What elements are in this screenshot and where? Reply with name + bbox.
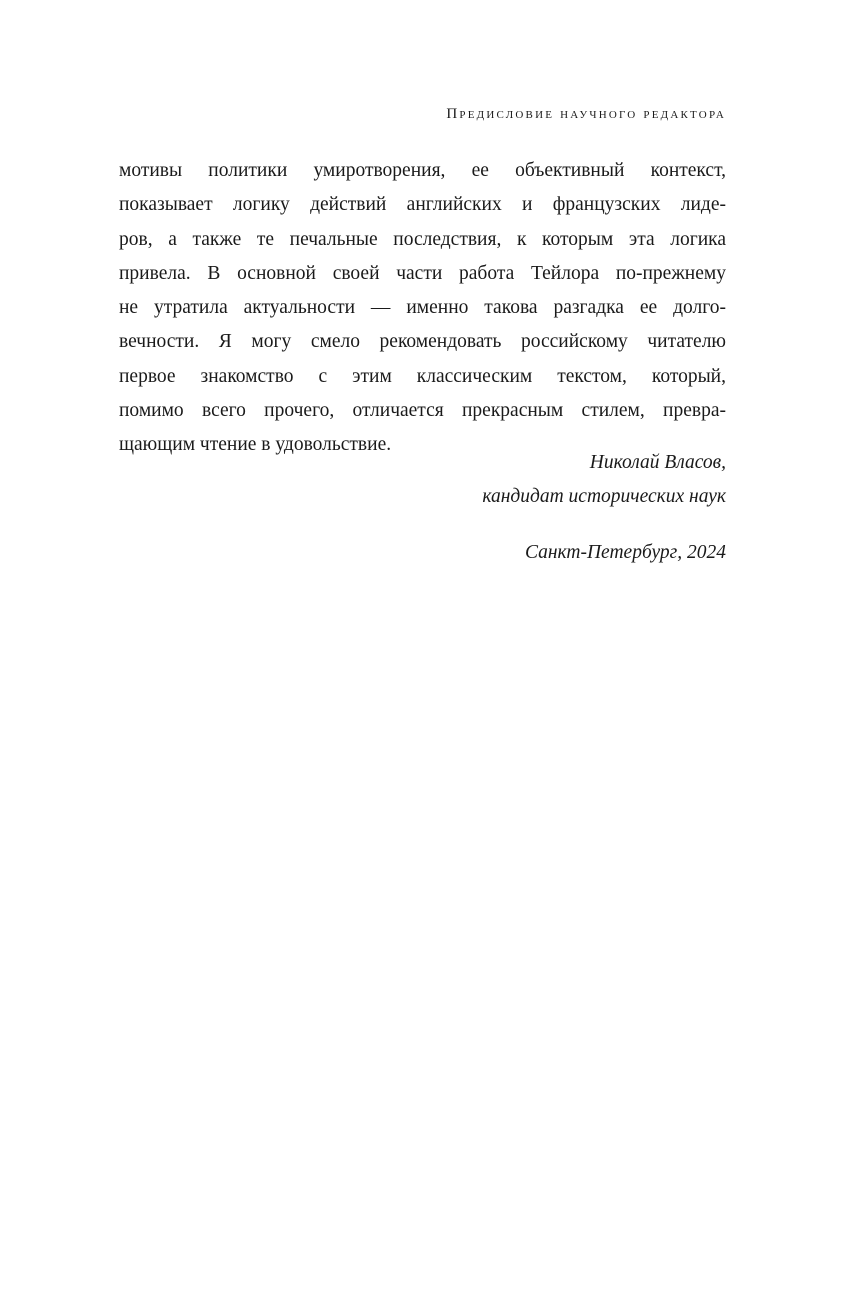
paragraph-line: показывает логику действий английских и французских лиде- (119, 194, 726, 216)
running-head: Предисловие научного редактора (446, 106, 726, 122)
paragraph-line: мотивы политики умиротворения, ее объективный контекст, (119, 160, 726, 181)
paragraph-line: помимо всего прочего, отличается прекрасным стилем, превра- (119, 400, 726, 422)
paragraph-line: ров, а также те печальные последствия, к которым эта логика (119, 228, 726, 250)
paragraph-line: не утратила актуальности — именно такова разгадка ее долго- (119, 297, 726, 319)
place-date: Санкт-Петербург, 2024 (524, 542, 726, 563)
body-paragraph (119, 154, 726, 463)
author-title: кандидат исторических наук (482, 486, 726, 507)
paragraph-line: вечности. Я могу смело рекомендовать российскому читателю (119, 331, 726, 353)
paragraph-line: первое знакомство с этим классическим текстом, который, (119, 365, 726, 387)
author-name: Николай Власов, (589, 452, 726, 473)
paragraph-line: привела. В основной своей части работа Тейлора по-прежнему (119, 262, 726, 284)
paragraph-line: щающим чтение в удовольствие. (119, 434, 392, 456)
